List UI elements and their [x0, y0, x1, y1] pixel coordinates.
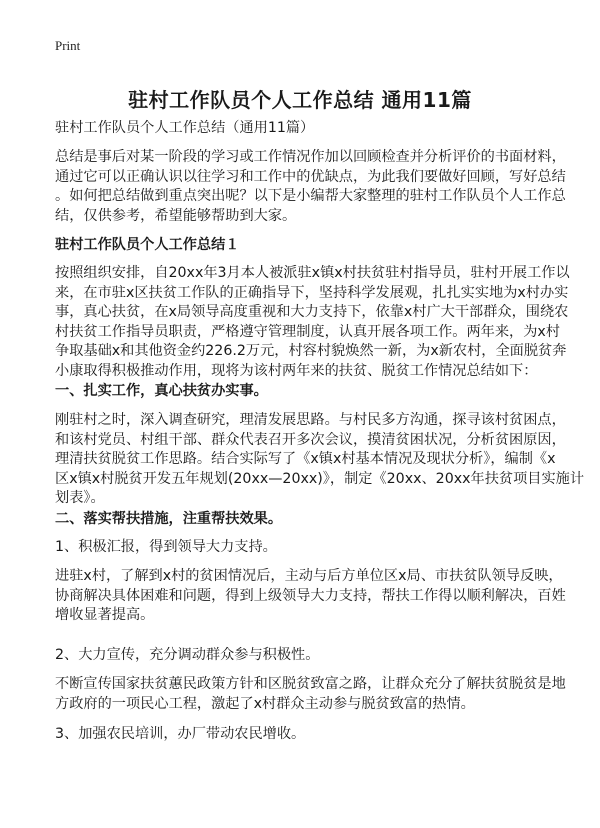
- text-line: 和该村党员、村组干部、群众代表召开多次会议，摸清贫困状况，分析贫困原因，: [55, 431, 566, 448]
- item-2: 2、大力宣传，充分调动群众参与积极性。: [55, 647, 320, 663]
- paragraph-3: [55, 567, 566, 626]
- text-line: 。如何把总结做到重点突出呢？以下是小编帮大家整理的驻村工作队员个人工作总: [55, 188, 566, 204]
- heading-1: 一、扎实工作，真心扶贫办实事。: [55, 383, 268, 399]
- item-1: 1、积极汇报，得到领导大力支持。: [55, 539, 277, 555]
- text-line: 增收显著提高。: [55, 607, 155, 623]
- text-line: 小康取得积极推动作用，现将为该村两年来的扶贫、脱贫工作情况总结如下：: [55, 362, 538, 379]
- text-line: 协商解决具体困难和问题，得到上级领导大力支持，帮扶工作得以顺利解决，百姓: [55, 587, 566, 604]
- text-line: 刚驻村之时，深入调查研究，理清发展思路。与村民多方沟通，探寻该村贫困点，: [55, 412, 566, 428]
- text-line: 结，仅供参考，希望能够帮助到大家。: [55, 207, 297, 224]
- text-line: 区x镇x村脱贫开发五年规划(20xx—20xx)》，制定《20xx、20xx年扶贫项目实施计: [55, 470, 585, 487]
- text-line: 不断宣传国家扶贫蕙民政策方针和区脱贫致富之路，让群众充分了解扶贫脱贫是地: [55, 676, 566, 692]
- text-line: 来，在市驻x区扶贫工作队的正确指导下，坚持科学发展观，扎扎实实地为x村办实: [55, 284, 569, 301]
- text-line: 事，真心扶贫，在x局领导高度重视和大力支持下，依靠x村广大干部群众，围绕农: [55, 304, 569, 320]
- text-line: 争取基础x和其他资金约226.2万元，村容村貌焕然一新，为x新农村，全面脱贫奔: [55, 343, 567, 359]
- text-line: 理清扶贫脱贫工作思路。结合实际写了《x镇x村基本情况及现状分析》，编制《x: [55, 451, 556, 467]
- print-link[interactable]: Print: [55, 38, 81, 53]
- intro-paragraph: [55, 148, 566, 226]
- page-title: 驻村工作队员个人工作总结 通用11篇: [128, 88, 472, 112]
- subtitle: 驻村工作队员个人工作总结（通用11篇）: [55, 120, 315, 136]
- paragraph-1: [55, 264, 570, 381]
- heading-2: 二、落实帮扶措施，注重帮扶效果。: [55, 511, 283, 527]
- text-line: 通过它可以正确认识以往学习和工作中的优缺点，为此我们要做好回顾，写好总结: [55, 168, 566, 185]
- text-line: 划表》。: [55, 490, 105, 506]
- text-line: 村扶贫工作指导员职责，严格遵守管理制度，认真开展各项工作。两年来，为x村: [55, 323, 560, 340]
- text-line: 进驻x村，了解到x村的贫困情况后，主动与后方单位区x局、市扶贫队领导反映，: [55, 568, 563, 584]
- section-title: 驻村工作队员个人工作总结１: [55, 237, 240, 253]
- text-line: 总结是事后对某一阶段的学习或工作情况作加以回顾检查并分析评价的书面材料，: [55, 149, 566, 165]
- paragraph-4: [55, 675, 566, 714]
- paragraph-2: [55, 411, 584, 509]
- text-line: 方政府的一项民心工程，激起了x村群众主动参与脱贫致富的热情。: [55, 695, 475, 712]
- item-3: 3、加强农民培训，办厂带动农民增收。: [55, 726, 306, 742]
- text-line: 按照组织安排，自20xx年3月本人被派驻x镇x村扶贫驻村指导员，驻村开展工作以: [55, 265, 570, 281]
